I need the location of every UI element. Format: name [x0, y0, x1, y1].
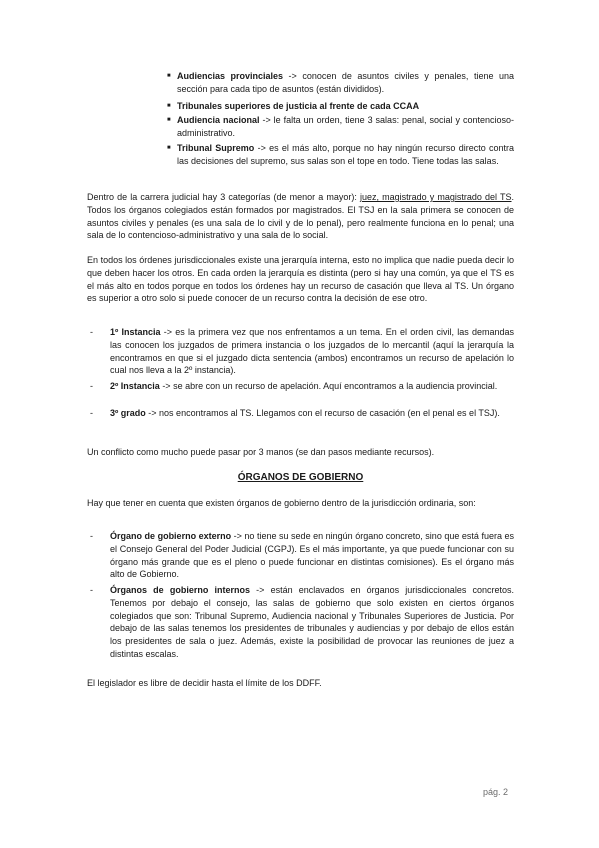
- list-item-title: Audiencias provinciales: [177, 71, 284, 81]
- list-item-title: Órganos de gobierno internos: [110, 585, 250, 595]
- underlined-categories: juez, magistrado y magistrado del TS: [360, 192, 512, 202]
- list-item: [90, 530, 514, 581]
- list-item-title: Órgano de gobierno externo: [110, 531, 232, 541]
- list-item-title: 3º grado: [110, 408, 146, 418]
- dash-marker: -: [90, 327, 93, 337]
- list-item-title: 1º Instancia: [110, 327, 161, 337]
- list-item-text: -> se abre con un recurso de apelación. Aquí encontramos a la audiencia provincial.: [159, 381, 498, 391]
- list-item: [90, 407, 514, 420]
- paragraph-carrera-judicial: [87, 191, 514, 242]
- list-item: [90, 584, 515, 661]
- list-item: [167, 100, 514, 113]
- list-item-title: 2º Instancia: [110, 381, 160, 391]
- list-item-text: -> no tiene su sede en ningún órgano concreto, sino que está fuera es el Consejo General del Poder Judicial (CGPJ). Es el más importante, ya que puede funcionar con su órgano más grande que es el pleno o puede funcionar en distintas comisiones). Es el órgano más alto de Gobierno.: [110, 531, 514, 580]
- list-item-title: Tribunal Supremo: [177, 143, 255, 153]
- paragraph-legislador: El legislador es libre de decidir hasta el límite de los DDFF.: [87, 678, 322, 688]
- dash-marker: -: [90, 585, 93, 595]
- list-item-text: -> están enclavados en órganos jurisdiccionales concretos. Tenemos por debajo el consejo, las salas de gobierno que solo existen en ciertos órganos colegiados que son: Tribunal Supremo, Audiencia nacional y Tribunales Superiores de Justicia. Por debajo de las salas tenemos los presidentes de tribunales y audiencias y por debajo de ellos están los presidentes de sala o juez. Además, existe la posibilidad de provocar las reuniones de juez a distintas escalas.: [110, 585, 515, 659]
- paragraph-jerarquia: En todos los órdenes jurisdiccionales existe una jerarquía interna, esto no implica que nadie pueda decir lo que deben hacer los otros. En cada orden la jerarquía es distinta (pero si hay una común, ya que el TS es el más alto en todos porque en todos los órdenes hay un recurso de casación que lleva al TS. Un órgano es superior a otro solo si puede conocer de un recurso contra la decisión de ese otro.: [87, 255, 514, 304]
- list-item-title: Audiencia nacional: [177, 115, 260, 125]
- paragraph-text: . Todos los órganos colegiados están formados por magistrados. El TSJ en la sala primera se conocen de asuntos civiles y penales (es una sala de lo civil y de lo penal), pero realmente funciona en lo penal; una sala de lo contencioso-administrativo y una sala de lo social.: [87, 192, 515, 241]
- bullet-marker: ■: [167, 103, 171, 109]
- list-item-text: -> conocen de asuntos civiles y penales, tiene una sección para cada tipo de asuntos (están divididos).: [177, 71, 514, 94]
- list-item: [167, 70, 514, 96]
- paragraph-text: Dentro de la carrera judicial hay 3 categorías (de menor a mayor):: [87, 192, 361, 202]
- bullet-marker: ■: [167, 73, 171, 79]
- bullet-marker: ■: [167, 145, 171, 151]
- list-item: [90, 326, 514, 377]
- list-item: [167, 142, 514, 168]
- section-heading: ÓRGANOS DE GOBIERNO: [237, 472, 364, 483]
- list-item-text: -> es el más alto, porque no hay ningún recurso directo contra las decisiones del supremo, sus salas son el tope en todo. Tiene todas las salas.: [177, 143, 514, 166]
- page-number: pág. 2: [483, 787, 509, 797]
- list-item-text: -> nos encontramos al TS. Llegamos con el recurso de casación (en el penal es el TSJ).: [145, 408, 500, 418]
- list-item-title: Tribunales superiores de justicia al frente de cada CCAA: [177, 101, 420, 111]
- dash-marker: -: [90, 531, 93, 541]
- list-item-text: -> le falta un orden, tiene 3 salas: penal, social y contencioso-administrativo.: [177, 115, 514, 138]
- paragraph-gobierno-intro: Hay que tener en cuenta que existen órganos de gobierno dentro de la jurisdicción ordinaria, son:: [87, 498, 476, 508]
- paragraph-conflicto: Un conflicto como mucho puede pasar por 3 manos (se dan pasos mediante recursos).: [87, 447, 435, 457]
- dash-marker: -: [90, 381, 93, 391]
- list-item-text: -> es la primera vez que nos enfrentamos a un tema. En el orden civil, las demandas las conocen los juzgados de primera instancia o los juzgados de lo mercantil (aquí la jerarquía la encontramos en que si el juzgado dicta sentencia (ambos) encontramos un recurso de apelación lo cual nos lleva a la 2º instancia).: [110, 327, 514, 376]
- bullet-marker: ■: [167, 117, 171, 123]
- list-item: [167, 114, 514, 140]
- list-item: [90, 380, 514, 393]
- dash-marker: -: [90, 408, 93, 418]
